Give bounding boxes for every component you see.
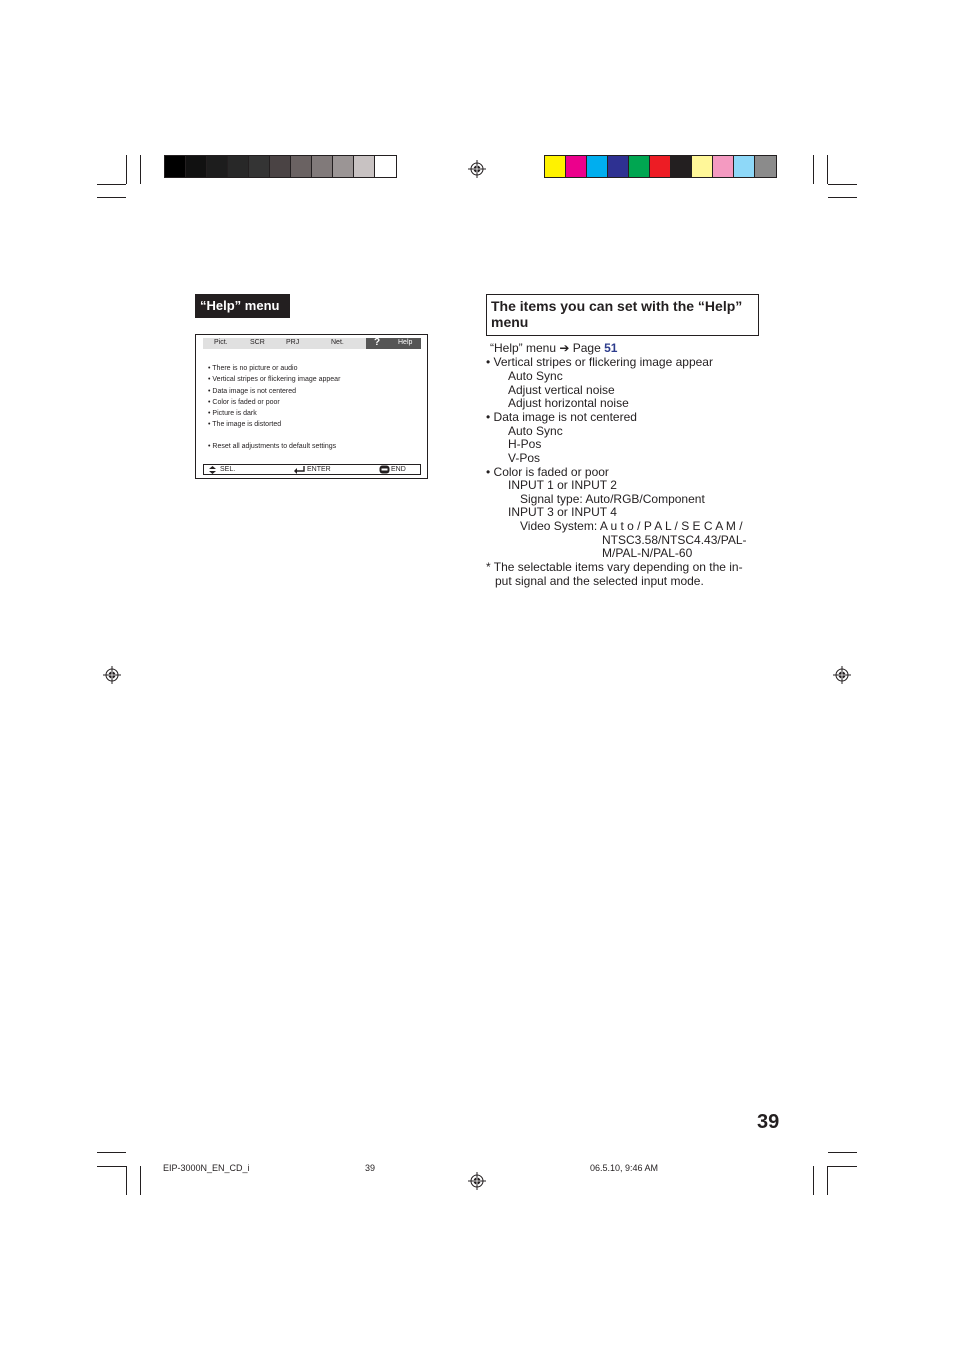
osd-tab-bar <box>203 338 421 349</box>
tab-help-label: Help <box>398 339 413 346</box>
color-swatch <box>207 156 228 177</box>
registration-mark-icon <box>103 666 121 684</box>
crop-mark <box>828 197 857 198</box>
color-swatch <box>375 156 396 177</box>
list-item: • Picture is dark <box>208 410 257 418</box>
tab-help <box>366 338 421 349</box>
page-number: 39 <box>757 1111 780 1133</box>
crop-mark <box>97 1152 126 1153</box>
color-swatch <box>734 156 755 177</box>
color-swatch <box>713 156 734 177</box>
color-swatch <box>650 156 671 177</box>
footer-enter: ENTER <box>307 466 331 473</box>
color-swatch <box>629 156 650 177</box>
list-item: INPUT 1 or INPUT 2 <box>508 478 617 492</box>
title-line: The items you can set with the “Help” <box>491 298 743 314</box>
osd-help-screen <box>195 334 428 479</box>
color-swatch <box>671 156 692 177</box>
osd-footer <box>203 464 421 475</box>
color-swatch <box>545 156 566 177</box>
crop-mark <box>827 155 828 184</box>
list-item: V-Pos <box>508 451 541 465</box>
registration-mark-icon <box>833 666 851 684</box>
menu-button-icon <box>379 465 390 474</box>
color-swatch <box>312 156 333 177</box>
crop-mark <box>828 1152 857 1153</box>
list-item: Video System: A u t o / P A L / S E C A M / <box>520 519 743 533</box>
list-item: • Color is faded or poor <box>486 465 609 479</box>
list-item: Auto Sync <box>508 424 563 438</box>
help-menu-heading: “Help” menu <box>195 294 290 318</box>
page-ref-prefix: “Help” menu ➔ Page <box>490 341 601 355</box>
crop-mark <box>828 1166 857 1167</box>
up-down-arrows-icon <box>209 466 216 474</box>
crop-mark <box>813 1166 814 1195</box>
color-swatch <box>291 156 312 177</box>
list-item: INPUT 3 or INPUT 4 <box>508 505 617 519</box>
grayscale-bar <box>164 155 397 178</box>
footer-date: 06.5.10, 9:46 AM <box>590 1163 659 1173</box>
color-swatch <box>228 156 249 177</box>
list-item: • The image is distorted <box>208 421 282 429</box>
crop-mark <box>140 1166 141 1195</box>
color-swatch <box>608 156 629 177</box>
list-item: Signal type: Auto/RGB/Component <box>520 492 705 506</box>
footer-sel: SEL. <box>220 466 236 473</box>
color-swatch <box>165 156 186 177</box>
page-ref-link[interactable]: 51 <box>604 341 618 355</box>
crop-mark <box>140 155 141 184</box>
crop-mark <box>828 184 857 185</box>
color-swatch <box>249 156 270 177</box>
list-item: NTSC3.58/NTSC4.43/PAL- <box>602 533 747 547</box>
list-item: • Data image is not centered <box>486 410 637 424</box>
registration-mark-icon <box>468 1172 486 1190</box>
color-swatch <box>354 156 375 177</box>
footer-end: END <box>391 466 406 473</box>
crop-mark <box>126 1166 127 1195</box>
enter-arrow-icon <box>294 466 305 474</box>
crop-mark <box>97 184 126 185</box>
color-swatch <box>692 156 713 177</box>
crop-mark <box>827 1166 828 1195</box>
list-item: • Data image is not centered <box>208 387 297 395</box>
list-item: M/PAL-N/PAL-60 <box>602 546 693 560</box>
crop-mark <box>126 155 127 184</box>
crop-mark <box>813 155 814 184</box>
color-swatch <box>186 156 207 177</box>
color-swatch <box>270 156 291 177</box>
note-text: put signal and the selected input mode. <box>495 574 704 588</box>
color-bar <box>544 155 777 178</box>
footer-filename: EIP-3000N_EN_CD_i <box>163 1163 250 1173</box>
list-item: • Vertical stripes or flickering image appear <box>208 376 341 384</box>
osd-help-list <box>208 363 340 431</box>
title-line: menu <box>491 314 529 330</box>
footer-page: 39 <box>365 1163 376 1173</box>
color-swatch <box>755 156 776 177</box>
tab-pict: Pict. <box>214 339 228 346</box>
list-item: • Vertical stripes or flickering image appear <box>486 355 713 369</box>
page-reference <box>490 342 617 356</box>
list-item: Adjust horizontal noise <box>508 396 629 410</box>
list-item: H-Pos <box>508 437 542 451</box>
question-icon: ? <box>374 337 381 348</box>
crop-mark <box>97 1166 126 1167</box>
list-item: Auto Sync <box>508 369 563 383</box>
registration-mark-icon <box>468 160 486 178</box>
list-item: • Color is faded or poor <box>208 398 280 406</box>
tab-scr: SCR <box>250 339 265 346</box>
note-text: * The selectable items vary depending on the in- <box>486 560 743 574</box>
list-item: • There is no picture or audio <box>208 365 298 372</box>
color-swatch <box>333 156 354 177</box>
list-item-reset: • Reset all adjustments to default settings <box>208 443 337 450</box>
crop-mark <box>97 197 126 198</box>
tab-prj: PRJ <box>286 339 300 346</box>
items-section-title <box>486 294 759 336</box>
tab-net: Net. <box>331 339 344 346</box>
list-item: Adjust vertical noise <box>508 383 615 397</box>
color-swatch <box>566 156 587 177</box>
color-swatch <box>587 156 608 177</box>
